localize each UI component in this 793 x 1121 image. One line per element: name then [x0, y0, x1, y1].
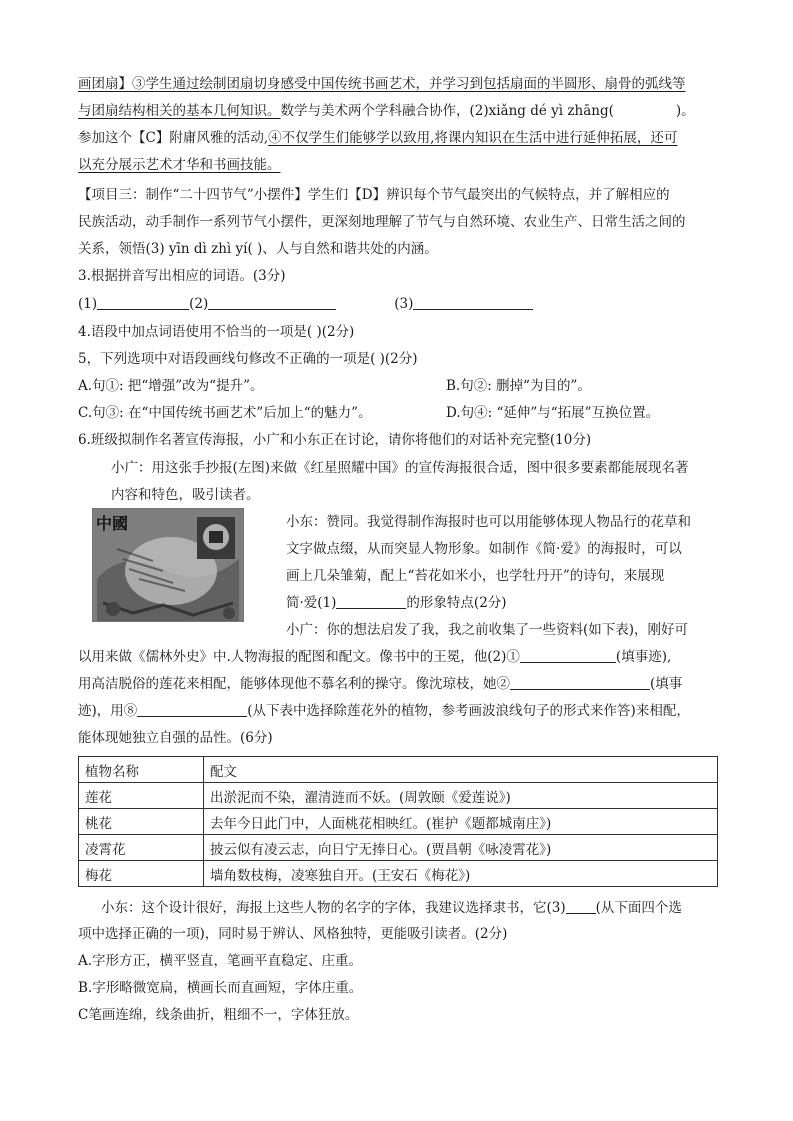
plant-name: 桃花	[79, 809, 204, 835]
q6-blank-1[interactable]	[336, 594, 406, 609]
underlined-sentence-3-end: 与团扇结构相关的基本几何知识。	[78, 103, 281, 119]
plant-verse: 出淤泥而不染，濯清涟而不妖。(周敦颐《爱莲说》)	[204, 783, 718, 809]
q5-option-b: B.句②: 删掉“为目的”。	[446, 378, 591, 394]
table-row	[79, 809, 718, 835]
table-header: 植物名称	[79, 757, 204, 783]
table-row	[79, 861, 718, 887]
plant-table	[78, 756, 718, 887]
table-header: 配文	[204, 757, 718, 783]
question-5: 5，下列选项中对语段画线句修改不正确的一项是( )(2分)	[78, 351, 418, 367]
q6-option-a: A.字形方正，横平竖直，笔画平直稳定、庄重。	[78, 953, 363, 969]
q3-blank-3[interactable]	[413, 295, 533, 310]
poster-title: 中國	[96, 514, 129, 533]
table-header-row	[79, 757, 718, 783]
poster-image	[92, 508, 244, 622]
q5-option-d: D.句④: “延伸”与“拓展”互换位置。	[446, 405, 660, 421]
xiaoguang-line2: 内容和特色，吸引读者。	[111, 487, 260, 503]
q6-option-c: C笔画连绵，线条曲折，粗细不一，字体狂放。	[78, 1007, 359, 1023]
q5-option-a: A.句①: 把“增强”改为“提升”。	[78, 378, 264, 394]
q6-blank-2-2[interactable]	[510, 675, 650, 690]
para1-line1	[78, 74, 686, 94]
xiaoguang2-line2: 以用来做《儒林外史》中.人物海报的配图和配文。像书中的王冕，他(2)① (填事迹),	[78, 649, 672, 665]
xiaodong-line4: 简·爱(1) 的形象特点(2分)	[286, 595, 507, 611]
xiaodong2-line2: 项中选择正确的一项)，同时易于辨认、风格独特，更能吸引读者。(2分)	[78, 926, 508, 942]
q5-option-c: C.句③: 在“中国传统书画艺术”后加上“的魅力”。	[78, 405, 372, 421]
xiaodong2-line1: 小东：这个设计很好，海报上这些人物的名字的字体，我建议选择隶书，它(3) (从下面四个选	[101, 900, 682, 916]
plant-verse: 去年今日此门中，人面桃花相映红。(崔护《题都城南庄》)	[204, 809, 718, 835]
xiaoguang2-line4: 迹)，用⑧ (从下表中选择除莲花外的植物，参考画波浪线句子的形式来作答)来相配，	[78, 703, 690, 719]
table-row	[79, 835, 718, 861]
plant-verse: 披云似有凌云志，向日宁无捧日心。(贾昌朝《咏凌霄花》)	[204, 835, 718, 861]
q6-blank-3[interactable]	[566, 899, 596, 914]
underlined-sentence-3: 画团扇】③学生通过绘制团扇切身感受中国传统书画艺术，并学习到包括扇面的半圆形、扇骨的弧线等	[78, 76, 686, 92]
project3-line1: 【项目三：制作“二十四节气”小摆件】学生们【D】辨识每个节气最突出的气候特点，并了解相应的	[78, 187, 670, 203]
project3-line3: 关系，领悟(3) yīn dì zhì yí( )、人与自然和谐共处的内涵。	[78, 241, 438, 257]
q3-blank-2[interactable]	[208, 295, 336, 310]
q6-blank-2-1[interactable]	[520, 648, 616, 663]
para1-line4	[78, 155, 281, 175]
q6-blank-2-3[interactable]	[137, 702, 247, 717]
para1-line2: 与团扇结构相关的基本几何知识。数学与美术两个学科融合协作，(2)xiǎng dé yì zhāng( )。	[78, 103, 695, 119]
para1-line3: 参加这个【C】附庸风雅的活动,④不仅学生们能够学以致用,将课内知识在生活中进行延伸拓展，还可	[78, 130, 678, 146]
xiaoguang2-line5: 能体现她独立自强的品性。(6分)	[78, 730, 273, 746]
question-3: 3.根据拼音写出相应的词语。(3分)	[78, 268, 286, 284]
xiaodong-line1: 小东：赞同。我觉得制作海报时也可以用能够体现人物品行的花草和	[286, 514, 691, 530]
plant-verse: 墙角数枝梅，凌寒独自开。(王安石《梅花》)	[204, 861, 718, 887]
underlined-sentence-4: ④不仅学生们能够学以致用,将课内知识在生活中进行延伸拓展，还可	[268, 130, 678, 146]
question-6: 6.班级拟制作名著宣传海报，小广和小东正在讨论，请你将他们的对话补充完整(10分)	[78, 432, 592, 448]
q3-blank-1[interactable]	[97, 295, 189, 310]
q6-option-b: B.字形略微宽扁，横画长而直画短，字体庄重。	[78, 980, 363, 996]
q3-blanks: (1) (2) (3)	[78, 294, 533, 314]
xiaodong-line2: 文字做点缀，从而突显人物形象。如制作《简·爱》的海报时，可以	[286, 541, 682, 557]
table-row	[79, 783, 718, 809]
xiaodong-line3: 画上几朵雏菊，配上“苔花如米小，也学牡丹开”的诗句，来展现	[286, 568, 665, 584]
question-4: 4.语段中加点词语使用不恰当的一项是( )(2分)	[78, 324, 355, 340]
underlined-sentence-4-end: 以充分展示艺术才华和书画技能。	[78, 157, 281, 173]
xiaoguang-line1: 小广：用这张手抄报(左图)来做《红星照耀中国》的宣传海报很合适，图中很多要素都能展现名著	[111, 460, 689, 476]
plant-name: 莲花	[79, 783, 204, 809]
plant-name: 梅花	[79, 861, 204, 887]
plant-name: 凌霄花	[79, 835, 204, 861]
project3-line2: 民族活动，动手制作一系列节气小摆件，更深刻地理解了节气与自然环境、农业生产、日常生活之间的	[78, 214, 686, 230]
xiaoguang2-line1: 小广：你的想法启发了我，我之前收集了一些资料(如下表)，刚好可	[286, 622, 689, 638]
xiaoguang2-line3: 用高洁脱俗的莲花来相配，能够体现他不慕名利的操守。像沈琼枝，她② (填事	[78, 676, 683, 692]
